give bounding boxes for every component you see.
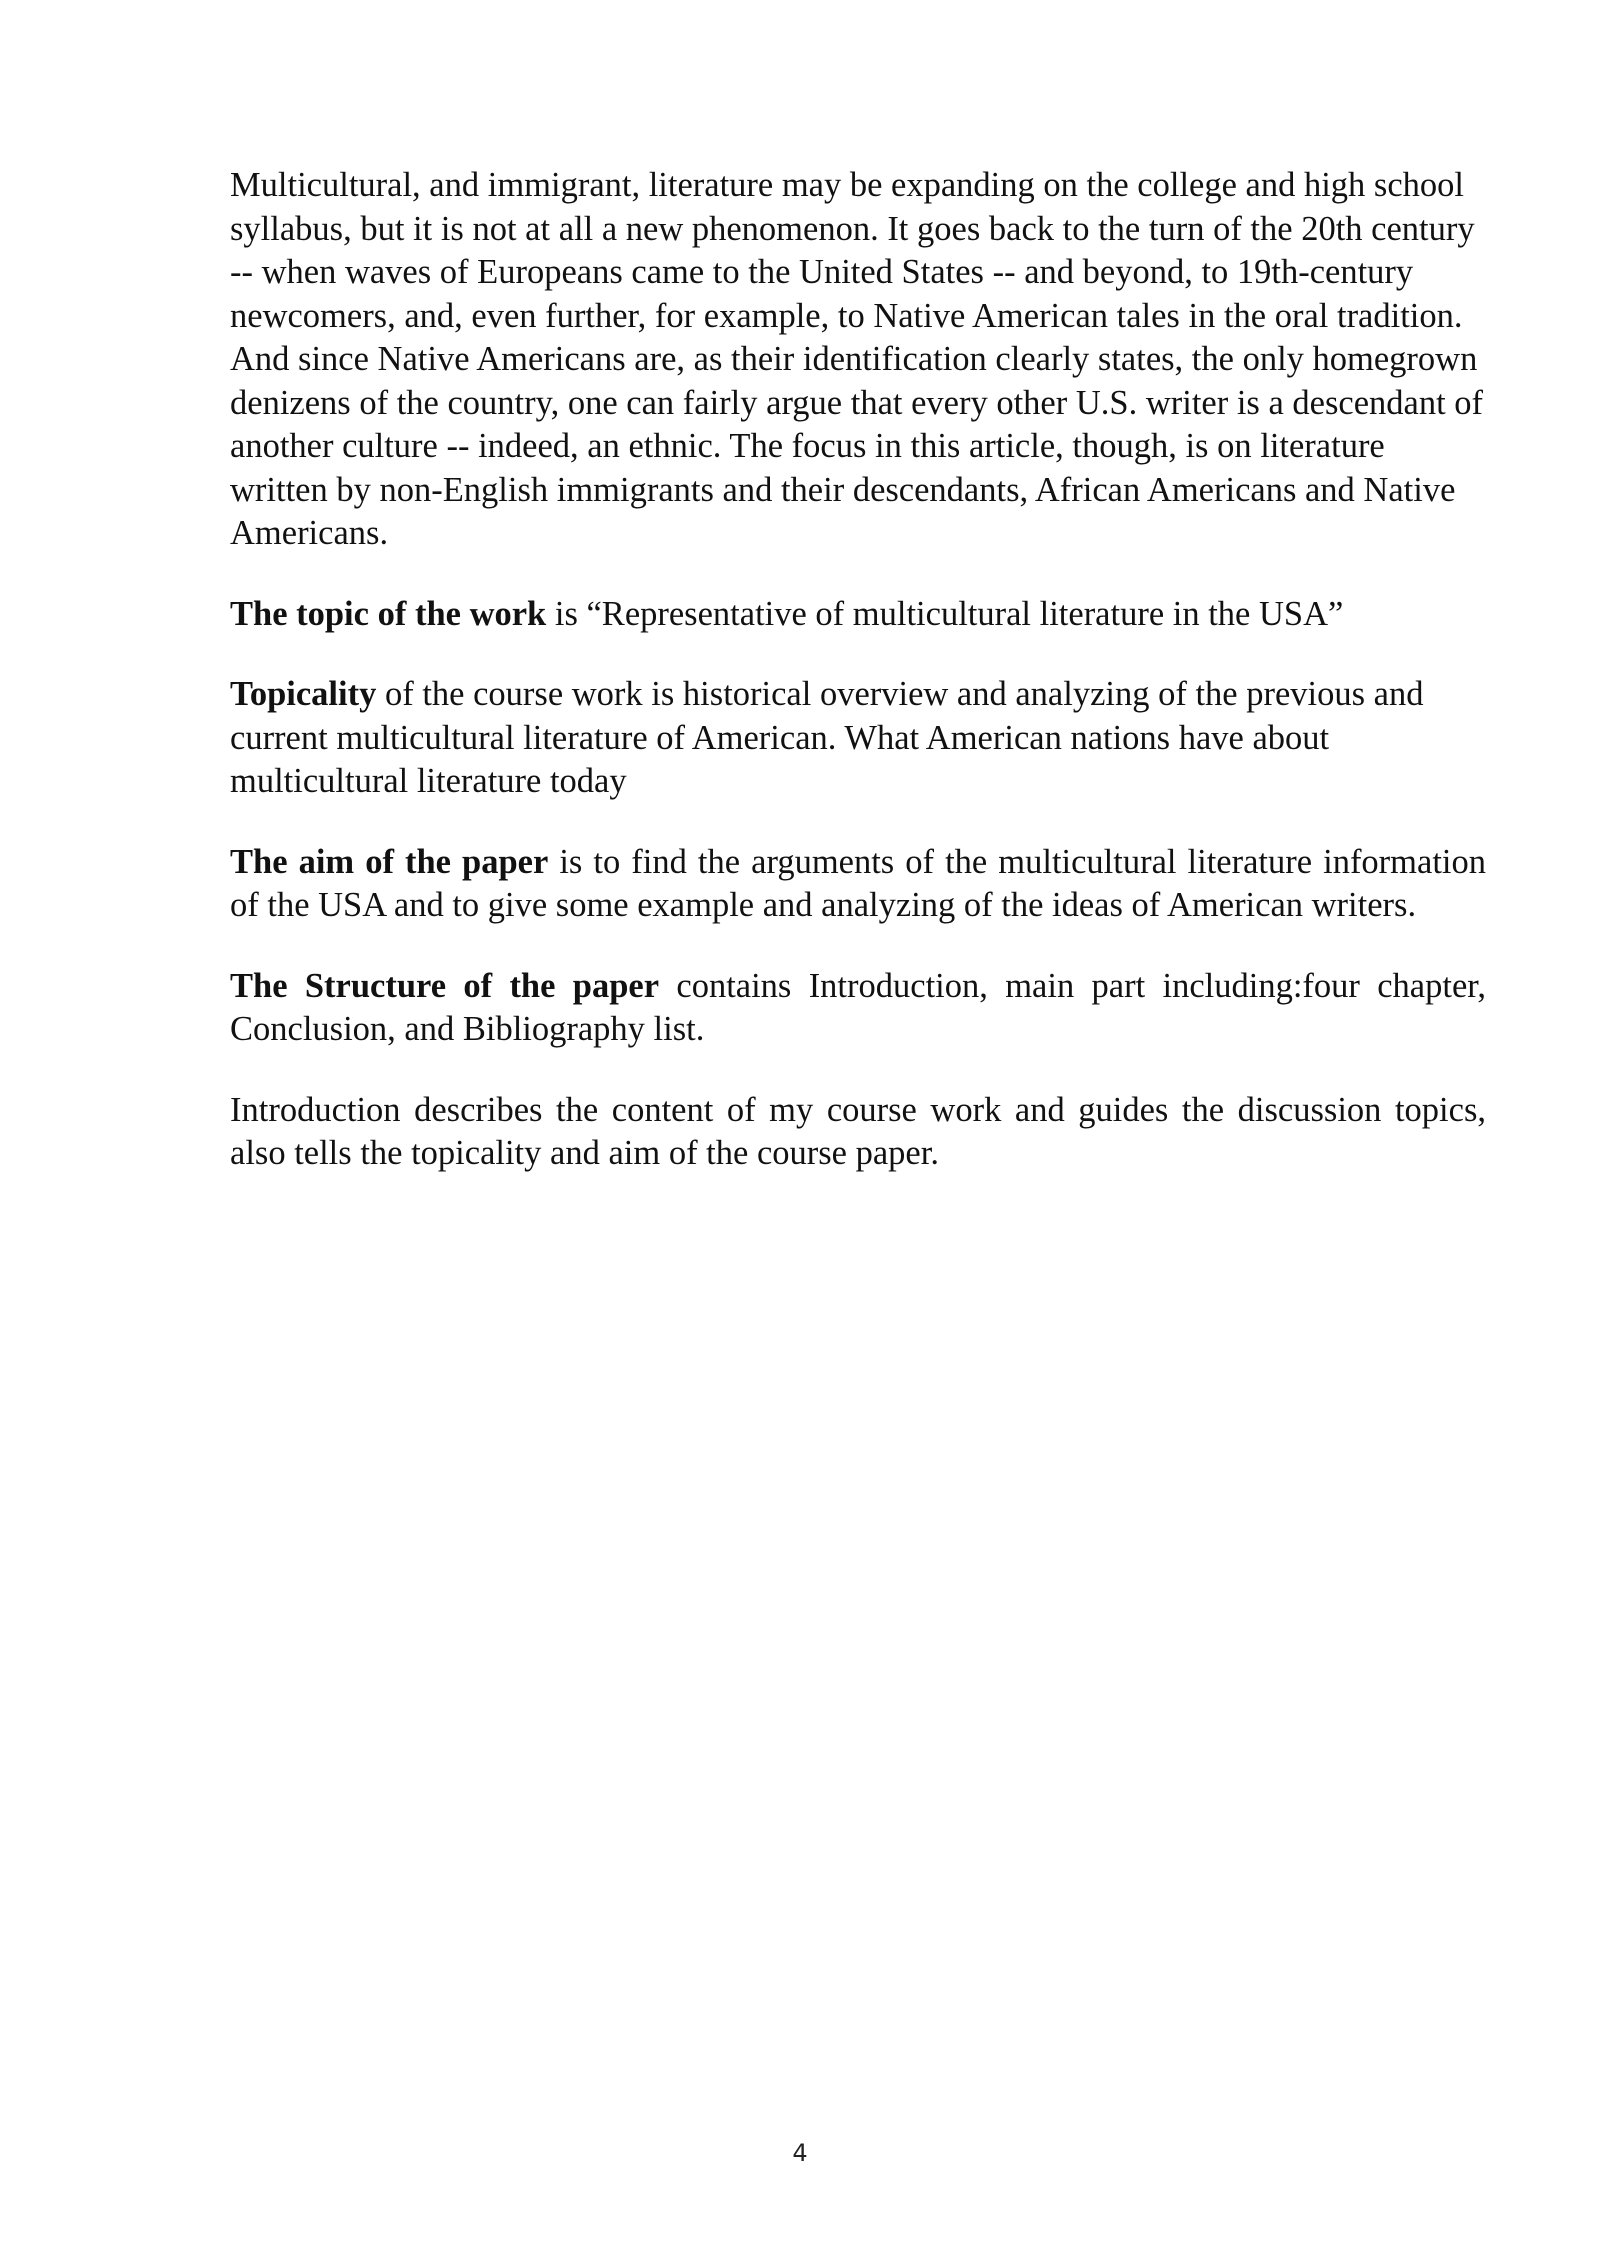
aim-paragraph — [230, 841, 1486, 928]
topicality-text: of the course work is historical overview and analyzing of the previous and current multicultural literature of American. What American nations have about multicultural literature today — [230, 675, 1424, 800]
intro-paragraph: Multicultural, and immigrant, literature may be expanding on the college and high school syllabus, but it is not at all a new phenomenon. It goes back to the turn of the 20th century -- when waves of Europeans came to the United States -- and beyond, to 19th-century newcomers, and, even further, for example, to Native American tales in the oral tradition. And since Native Americans are, as their identification clearly states, the only homegrown denizens of the country, one can fairly argue that every other U.S. writer is a descendant of another culture -- indeed, an ethnic. The focus in this article, though, is on literature written by non-English immigrants and their descendants, African Americans and Native Americans. — [230, 166, 1484, 552]
page-number: 4 — [792, 2139, 808, 2167]
topic-label: The topic of the work — [230, 594, 547, 633]
structure-label: The Structure of the paper — [230, 966, 660, 1005]
aim-text: is to find the arguments of the multicultural literature information of the USA and to give some example and analyzing of the ideas of American writers. — [230, 842, 1486, 924]
topicality-label: Topicality — [230, 675, 377, 713]
introduction-paragraph: Introduction describes the content of my course work and guides the discussion topics, also tells the topicality and aim of the course paper. — [230, 1090, 1486, 1172]
topic-text: is “Representative of multicultural literature in the USA” — [546, 594, 1344, 633]
document-body — [230, 164, 1486, 1213]
topicality-paragraph — [230, 673, 1486, 804]
aim-label: The aim of the paper — [230, 842, 549, 881]
topic-paragraph — [230, 593, 1486, 637]
structure-paragraph — [230, 965, 1486, 1052]
structure-text: contains Introduction, main part including:four chapter, Conclusion, and Bibliography list. — [230, 966, 1486, 1048]
